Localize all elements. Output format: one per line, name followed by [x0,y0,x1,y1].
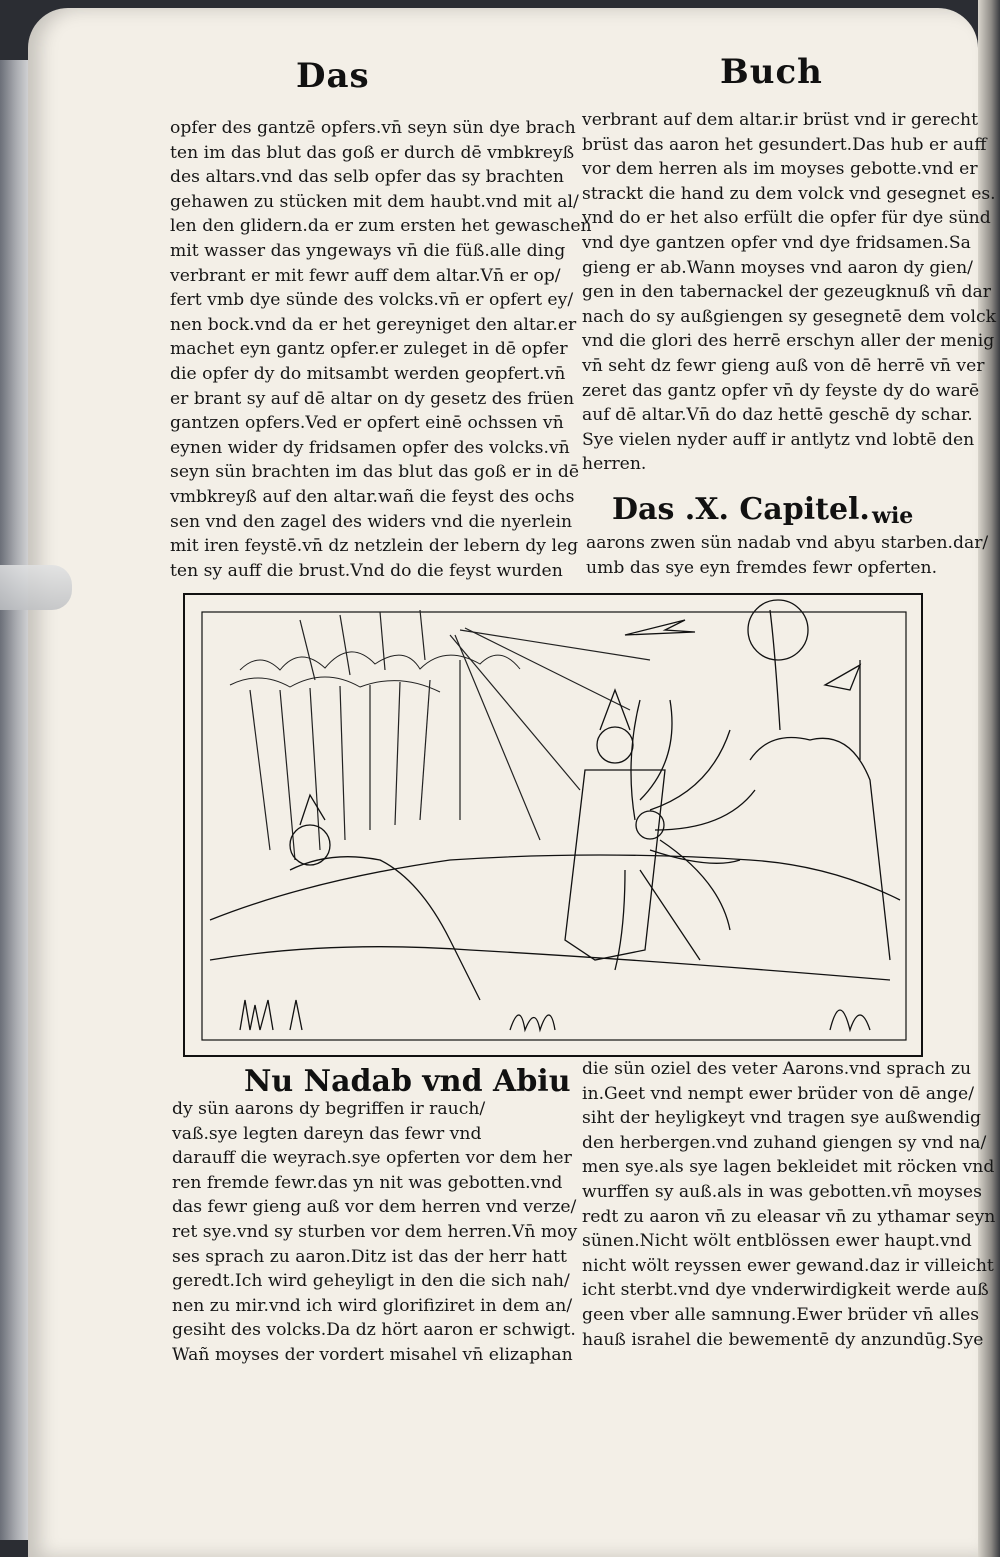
text-line: die sün oziel des veter Aarons.vnd sprach zu [582,1059,972,1079]
text-line: vnd dye gantzen opfer vnd dye fridsamen.Sa [582,232,971,253]
text-line: in.Geet vnd nempt ewer brüder von dē ange/ [582,1083,975,1104]
running-head-right: Buch [720,52,823,92]
text-line: darauff die weyrach.sye opferten vor dem her [172,1148,572,1169]
text-line: ten im das blut das goß er durch dē vmbkreyß [170,142,575,163]
text-line: auf dē altar.Vn̄ do daz hettē geschē dy schar. [582,405,973,426]
text-line: dy sün aarons dy begriffen ir rauch/ [172,1099,486,1119]
woodcut-illustration [180,590,926,1060]
text-line: Sye vielen nyder auff ir antlytz vnd lobtē den [582,429,975,450]
column-top-right [582,108,996,477]
text-line: das fewr gieng auß vor dem herren vnd verze/ [172,1197,577,1218]
text-line: gesiht des volcks.Da dz hört aaron er schwigt. [172,1320,576,1341]
text-line: herren. [582,454,647,475]
text-line: des altars.vnd das selb opfer das sy brachten [170,167,564,188]
text-line: fert vmb dye sünde des volcks.vn̄ er opfert ey/ [170,290,574,311]
text-line: gieng er ab.Wann moyses vnd aaron dy gien/ [582,257,973,278]
text-line: brüst das aaron het gesundert.Das hub er auff [582,134,987,155]
text-line: nach do sy außgiengen sy gesegnetē dem volck [582,306,997,327]
text-line: seyn sün brachten im das blut das goß er in dē [170,462,580,483]
text-line: hauß israhel die bewementē dy anzundūg.Sye [582,1329,984,1350]
text-line: eynen wider dy fridsamen opfer des volcks.vn̄ [170,437,570,458]
text-line: Wañ moyses der vordert misahel vn̄ elizaphan [172,1344,573,1365]
section-heading: Nu Nadab vnd Abiu [244,1064,571,1099]
text-line: machet eyn gantz opfer.er zuleget in dē opfer [170,339,568,360]
text-line: ses sprach zu aaron.Ditz ist das der herr hatt [172,1246,567,1267]
text-line: zeret das gantz opfer vn̄ dy feyste dy do warē [582,380,980,401]
column-bottom-right [582,1057,995,1352]
text-line: vnd do er het also erfült die opfer für dye sünd [582,208,991,229]
text-line: ren fremde fewr.das yn nit was gebotten.vnd [172,1172,563,1193]
text-line: nicht wölt reyssen ewer gewand.daz ir villeicht [582,1255,994,1276]
text-line: verbrant er mit fewr auff dem altar.Vn̄ er op/ [170,265,561,286]
text-line: ten sy auff die brust.Vnd do die feyst wurden [170,560,563,581]
text-line: verbrant auf dem altar.ir brüst vnd ir gerecht [582,110,979,130]
running-head-left: Das [296,56,370,96]
chapter-heading: Das .X. Capitel. [612,492,870,527]
text-line: gen in den tabernackel der gezeugknuß vn̄ dar [582,282,992,303]
text-line: er brant sy auf dē altar on dy gesetz des früen [170,388,575,409]
text-line: gehawen zu stücken mit dem haubt.vnd mit al/ [170,191,579,212]
text-line: siht der heyligkeyt vnd tragen sye außwendig [582,1108,981,1129]
chapter-lead-word: wie [872,503,914,529]
column-bottom-left [172,1097,577,1368]
text-line: sünen.Nicht wölt entblössen ewer haupt.vnd [582,1231,972,1252]
page-clip [0,565,72,610]
text-line: nen zu mir.vnd ich wird glorifiziret in dem an/ [172,1295,573,1316]
text-line: wurffen sy auß.als in was gebotten.vn̄ moyses [582,1181,982,1202]
column-top-left [170,116,592,583]
text-line: die opfer dy do mitsambt werden geopfert.vn̄ [170,363,566,384]
text-line: gantzen opfers.Ved er opfert einē ochssen vn̄ [170,413,564,434]
text-line: den herbergen.vnd zuhand giengen sy vnd na/ [582,1132,987,1153]
text-line: icht sterbt.vnd dye vnderwirdigkeit werde auß [582,1280,989,1301]
text-line: geen vber alle samnung.Ewer brüder vn̄ alles [582,1304,980,1325]
text-line: len den glidern.da er zum ersten het gewaschen [170,216,592,237]
text-line: aarons zwen sün nadab vnd abyu starben.dar/ [586,533,989,553]
text-line: umb das sye eyn fremdes fewr opferten. [586,557,938,578]
text-line: vor dem herren als im moyses gebotte.vnd er [582,159,978,180]
text-line: nen bock.vnd da er het gereyniget den altar.er [170,314,577,335]
text-line: ret sye.vnd sy sturben vor dem herren.Vn̄ moy [172,1221,578,1242]
text-line: men sye.als sye lagen bekleidet mit röcken vnd [582,1157,995,1178]
text-line: vn̄ seht dz fewr gieng auß von dē herrē vn̄ ver [582,355,985,376]
text-line: redt zu aaron vn̄ zu eleasar vn̄ zu ythamar seyn [582,1206,996,1227]
chapter-summary [586,531,988,580]
text-line: opfer des gantzē opfers.vn̄ seyn sün dye brach [170,118,576,138]
text-line: strackt die hand zu dem volck vnd gesegnet es. [582,183,996,204]
text-line: geredt.Ich wird geheyligt in den die sich nah/ [172,1271,570,1292]
text-line: mit iren feystē.vn̄ dz netzlein der lebern dy leg [170,536,579,557]
text-line: vnd die glori des herrē erschyn aller der menig [582,331,995,352]
text-line: vmbkreyß auf den altar.wañ die feyst des ochs [170,486,575,507]
text-line: sen vnd den zagel des widers vnd die nyerlein [170,511,573,532]
text-line: vaß.sye legten dareyn das fewr vnd [172,1123,482,1144]
text-line: mit wasser das yngeways vn̄ die füß.alle ding [170,240,566,261]
